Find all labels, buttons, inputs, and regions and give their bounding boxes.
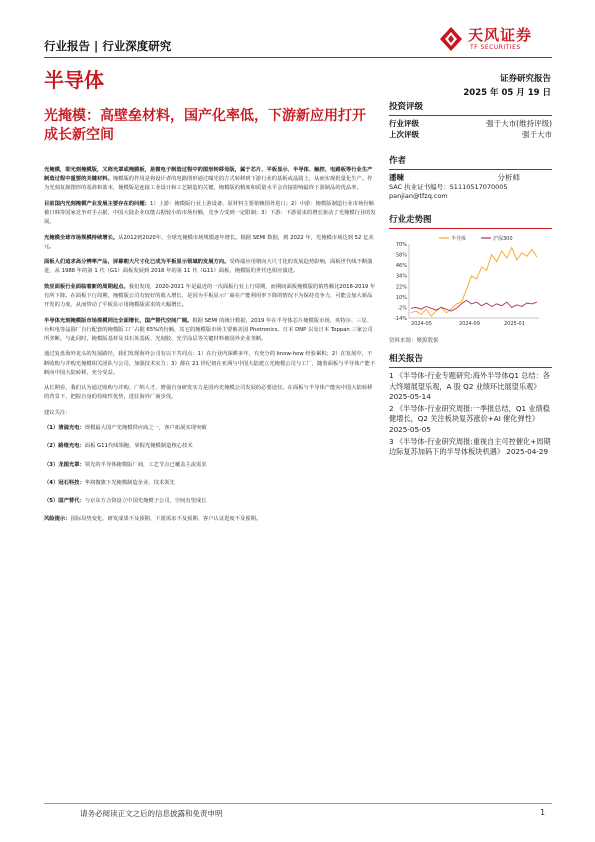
related-panel (389, 352, 552, 459)
rating-value: 强于大市 (522, 130, 552, 139)
paragraph-text: 根据 SEMI 的统计数据，2019 年在半导体芯片掩模版市场，英特尔、三星、台积电等晶圆厂自行配套的掩模版工厂占据 65%的份额，其它的掩模版市场主要被美国 Photronics、日本 DNP 以及日本 Toppan 三家公司所垄断。与此同时，掩模版基材及其石英基板、光刻胶、光学涂层等关键材料被国外企业垄断。 (44, 317, 373, 342)
related-report-title[interactable]: 1 《半导体-行业专题研究:海外半导体Q1 总结：各大终端展望乐观，A 股 Q2 业绩环比展望乐观》 (389, 371, 550, 391)
risk-lead: 风险提示： (44, 516, 71, 523)
author-divider (389, 169, 552, 170)
logo-mark-icon (438, 26, 464, 52)
disclaimer: 请务必阅读正文之后的信息披露和免责申明 (80, 809, 223, 818)
risk-note (44, 515, 376, 524)
related-list (389, 371, 552, 458)
report-date: 2025 年 05 月 19 日 (463, 88, 551, 98)
paragraph-3 (44, 234, 376, 252)
author-panel (389, 154, 552, 201)
page-number: 1 (540, 808, 545, 817)
legend-label: 沪深300 (493, 236, 513, 242)
report-label: 证券研究报告 (499, 74, 551, 84)
y-tick-label: 34% (395, 273, 407, 280)
related-report-date: 2025-05-05 (389, 424, 431, 434)
paragraph-text: 从2012到2020年，全球光掩模市场规模逐年增长。根据 SEMI 数据，到 2022 年，光掩模市场达到 52 亿美元。 (44, 234, 374, 250)
y-tick-label: 22% (395, 284, 407, 291)
report-title: 光掩模：高壁垒材料，国产化率低，下游新应用打开成长新空间 (44, 108, 366, 143)
recommendation-desc: 与京东方合资设立中国光掩模子公司，空间有望成长 (84, 497, 207, 504)
rating-key: 行业评级 (389, 119, 419, 128)
trend-chart (389, 232, 552, 330)
y-tick-label: -14% (394, 316, 407, 322)
series-line-hs300 (411, 300, 537, 311)
recommendation-item (44, 442, 376, 451)
rating-row-industry (389, 118, 552, 129)
paragraph-4 (44, 258, 376, 276)
trend-panel (389, 213, 552, 229)
author-role: 分析师 (497, 173, 520, 182)
paragraph-text: 1）上游：掩模版行业上游设备、原材料主要依赖国外进口；2）中游：掩模版制造行业市场份额被日韩等国家竞争对手占据，中国大陆企业仅能占据较小的市场份额，竞争力受到一定限制；3）下游：下游需求的增长驱动了光掩模行业的发展。 (44, 200, 376, 226)
footer-divider (44, 803, 552, 804)
company-logo (438, 24, 558, 58)
y-tick-label: 10% (395, 294, 407, 301)
recommendation-name: （1）清溢光电： (44, 425, 85, 432)
y-tick-label: 46% (395, 263, 407, 270)
recommendation-name: （2）路维光电： (44, 443, 85, 450)
risk-text: 国际局势变化、研发成果不及预期、下游需求不及预期、客户认证进度不及预期。 (70, 516, 262, 523)
logo-cn: 天风证券 (468, 26, 533, 44)
recommendation-desc: 面板 G11代线领跑，掌握光掩模制造核心技术 (84, 443, 193, 450)
recommendation-name: （3）龙图光罩： (44, 461, 85, 468)
rating-title: 投资评级 (389, 102, 424, 112)
related-report-title[interactable]: 2 《半导体-行业研究周报:一季报总结，Q1 业绩稳健增长，Q2 关注板块复苏涨价+AI 催化弹性》 (389, 403, 550, 424)
paragraph-5 (44, 283, 376, 311)
paragraph-lead: 光掩模，即光刻掩模版，又称光罩或掩膜板，是微电子制造过程中的图形转移母版，属于芯片、平板显示、半导体、触控、电路板等行业生产制造过程中重要的关键材料。 (44, 167, 373, 183)
report-type: 行业报告 | 行业深度研究 (44, 39, 172, 53)
recommendation-item (44, 497, 376, 506)
x-tick-label: 2024-09 (459, 321, 480, 327)
paragraph-6 (44, 317, 376, 345)
recommendation-name: （5）国产替代： (44, 497, 85, 504)
rating-panel (389, 100, 552, 140)
paragraph-lead: 效应面板行业面临着新的周期起点。 (44, 283, 129, 290)
author-email[interactable]: panjian@tfzq.com (389, 192, 448, 200)
sector-name: 半导体 (44, 68, 104, 92)
related-divider (389, 367, 552, 368)
paragraph-lead: 面板人们追求高分辨率产品，屏幕朝大尺寸化已成为平板显示领域的发展方向。 (44, 259, 230, 266)
recommendation-intro: 建议关注： (44, 409, 71, 416)
header-divider (44, 57, 552, 58)
paragraph-2 (44, 200, 376, 228)
paragraph-lead: 目前国内光刻掩模产业发展主要存在的问题： (44, 200, 150, 207)
rating-row-previous (389, 129, 552, 140)
paragraph-text: 我们发现，2020-2021 年是最近的一次面板行业上行周期，而期间面板掩模版的销售额比2018-2019 年有所下降。在面板下行周期，掩模版公司有较好的收入增长，是因为平板显示厂商在产能利用率下降的情况下为保持竞争力，可能会加大新品开发的力度，从而带动了平板显示用掩模版需求的大幅增长。 (44, 283, 376, 309)
related-report-date: 2025-04-29 (506, 447, 549, 457)
y-tick-label: 58% (395, 252, 407, 259)
related-title: 相关报告 (389, 354, 424, 364)
paragraph-1 (44, 166, 376, 194)
related-report-title[interactable]: 3 《半导体-行业研究周报:重视自主可控催化+周期边际复苏加码下的半导体板块机遇》 (389, 436, 551, 457)
author-name: 潘暕 (389, 173, 404, 182)
trend-divider (389, 228, 552, 229)
report-body (44, 166, 376, 531)
trend-title: 行业走势图 (389, 215, 432, 225)
recommendation-desc: 华润微旗下光掩模制造企业，技术领先 (84, 479, 175, 486)
recommendation-list (44, 424, 376, 506)
paragraph-text: 掩模版的作用是将设计者的电路图形通过曝光的方式转移到下游行业的基板或晶圆上，从而实现批量化生产。作为光刻复制图形的基准和蓝本，掩模版是连接工业设计和工艺制造的关键，掩模版的精度和质量水平会直接影响最终下游制品的优品率。 (44, 176, 373, 192)
rating-key: 上次评级 (389, 130, 419, 139)
paragraph-text: 受终端应用朝向大尺寸化的发展趋势影响，面板世代线不断演进，从 1988 年的第 1 代（G1）面板发展到 2018 年的第 11 代（G11）面板，掩模版的世代也相应演进。 (44, 259, 373, 275)
recommendation-name: （4）冠石科技： (44, 479, 85, 486)
recommendation-item (44, 461, 376, 470)
related-report-date: 2025-05-14 (389, 392, 431, 402)
logo-en: TF SECURITIES (470, 44, 521, 51)
paragraph-lead: 光掩模全球市场规模持续增长。 (44, 234, 119, 241)
paragraph-8: 从长期看，我们认为通过收购与并购、广纳人才，增强自身研发实力是国内光掩模公司发展的必要途径。在面板与半导体产能向中国大陆转移的背景下，把握自身的持续性优势，进驻海外厂商步伐。 (44, 385, 373, 401)
series-line-semiconductor (411, 248, 537, 317)
chart-source: 资料来源：聚源数据 (389, 338, 439, 344)
rating-divider (389, 115, 552, 116)
paragraph-7: 通过复盘海外龙头的发展路径，我们发现海外公司有以下共同点：1）在行业内深耕多年，有充分的 know-how 经验累积；2）在发展中，不断收购与并购光掩模相关团队与公司，加强技术实力；3）都在 21 世纪初在亚洲与中国大陆建立光掩模公司与工厂，随着面板与半导体产能不断向中国大陆转移，充分受益。 (44, 351, 376, 376)
x-tick-label: 2024-05 (411, 321, 432, 327)
author-row (389, 172, 552, 183)
related-report[interactable] (389, 404, 552, 436)
y-tick-label: -2% (397, 305, 407, 312)
paragraph-lead: 半导体光刻掩模版市场规模同比全面增长，国产替代空间广阔。 (44, 317, 193, 324)
related-report[interactable] (389, 437, 552, 458)
rating-value: 强于大市(维持评级) (486, 119, 552, 128)
author-cert: SAC 执业证书编号：S1110517070005 (389, 183, 508, 191)
recommendation-desc: 规模最大国产光掩模供应商之一，客户拓展实现突破 (84, 425, 207, 432)
recommendation-item (44, 424, 376, 433)
related-report[interactable] (389, 371, 552, 403)
y-tick-label: 70% (395, 242, 407, 248)
author-title: 作者 (389, 156, 407, 166)
recommendation-desc: 领先的半导体掩模版厂商，工艺节点已覆盖主流需求 (84, 461, 207, 468)
x-tick-label: 2025-01 (504, 321, 525, 327)
legend-label: 半导体 (451, 236, 467, 242)
recommendation-item (44, 479, 376, 488)
